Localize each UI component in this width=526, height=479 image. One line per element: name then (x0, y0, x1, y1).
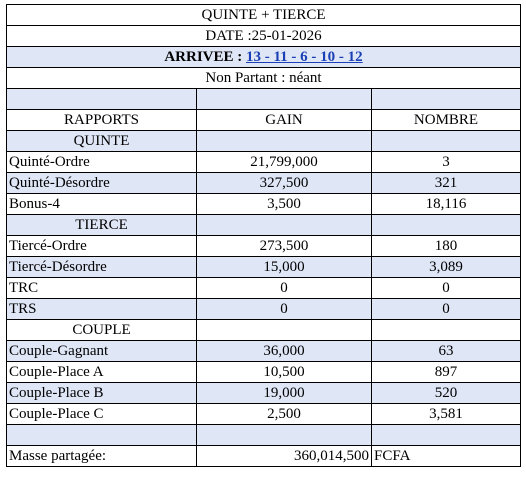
footer-row (7, 446, 521, 467)
spacer-row (7, 425, 521, 446)
non-partant: Non Partant : néant (7, 68, 521, 89)
table-row (7, 194, 521, 215)
row-label: Tiercé-Désordre (7, 257, 197, 278)
col-rapports: RAPPORTS (7, 110, 197, 131)
row-nombre: 3,089 (372, 257, 521, 278)
row-label: TRC (7, 278, 197, 299)
masse-label: Masse partagée: (7, 446, 197, 467)
row-gain: 0 (197, 278, 372, 299)
masse-currency: FCFA (372, 446, 521, 467)
results-table (6, 4, 521, 467)
row-gain: 19,000 (197, 383, 372, 404)
section-header-quinte (7, 131, 521, 152)
table-row (7, 173, 521, 194)
row-label: Quinté-Désordre (7, 173, 197, 194)
row-nombre: 321 (372, 173, 521, 194)
row-nombre: 3,581 (372, 404, 521, 425)
row-nombre: 180 (372, 236, 521, 257)
arrivee-cell (7, 47, 521, 68)
row-gain: 21,799,000 (197, 152, 372, 173)
row-gain: 3,500 (197, 194, 372, 215)
row-label: Bonus-4 (7, 194, 197, 215)
date-row (7, 26, 521, 47)
title-row (7, 5, 521, 26)
race-date: DATE :25-01-2026 (7, 26, 521, 47)
section-header-couple (7, 320, 521, 341)
non-partant-row (7, 68, 521, 89)
section-title: COUPLE (7, 320, 197, 341)
table-row (7, 257, 521, 278)
row-nombre: 0 (372, 278, 521, 299)
row-nombre: 0 (372, 299, 521, 320)
table-row (7, 404, 521, 425)
row-gain: 36,000 (197, 341, 372, 362)
table-row (7, 362, 521, 383)
arrivee-label: ARRIVEE : (164, 49, 243, 65)
row-gain: 2,500 (197, 404, 372, 425)
section-title: QUINTE (7, 131, 197, 152)
section-title: TIERCE (7, 215, 197, 236)
table-row (7, 152, 521, 173)
table-row (7, 236, 521, 257)
table-row (7, 278, 521, 299)
row-nombre: 3 (372, 152, 521, 173)
row-nombre: 63 (372, 341, 521, 362)
table-row (7, 299, 521, 320)
row-label: Couple-Place C (7, 404, 197, 425)
arrivee-row (7, 47, 521, 68)
row-label: Couple-Gagnant (7, 341, 197, 362)
col-gain: GAIN (197, 110, 372, 131)
race-title: QUINTE + TIERCE (7, 5, 521, 26)
row-nombre: 18,116 (372, 194, 521, 215)
column-header-row (7, 110, 521, 131)
arrivee-numbers[interactable]: 13 - 11 - 6 - 10 - 12 (246, 49, 363, 65)
row-nombre: 520 (372, 383, 521, 404)
row-label: Couple-Place A (7, 362, 197, 383)
results-sheet (6, 4, 520, 467)
row-gain: 273,500 (197, 236, 372, 257)
row-label: Tiercé-Ordre (7, 236, 197, 257)
row-gain: 15,000 (197, 257, 372, 278)
row-gain: 0 (197, 299, 372, 320)
row-gain: 327,500 (197, 173, 372, 194)
row-label: Quinté-Ordre (7, 152, 197, 173)
section-header-tierce (7, 215, 521, 236)
masse-value: 360,014,500 (197, 446, 372, 467)
row-label: TRS (7, 299, 197, 320)
spacer-row (7, 89, 521, 110)
row-nombre: 897 (372, 362, 521, 383)
table-row (7, 383, 521, 404)
col-nombre: NOMBRE (372, 110, 521, 131)
row-label: Couple-Place B (7, 383, 197, 404)
table-row (7, 341, 521, 362)
row-gain: 10,500 (197, 362, 372, 383)
